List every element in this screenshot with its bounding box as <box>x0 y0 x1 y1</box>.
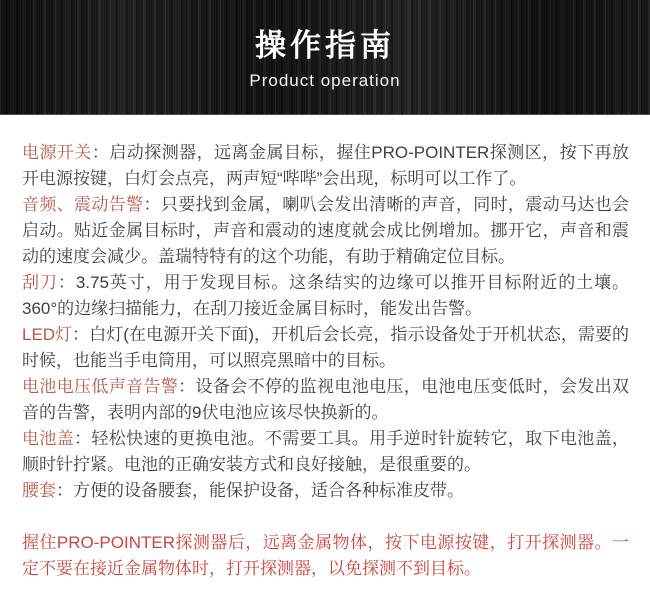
instruction-power-switch <box>22 140 629 192</box>
instruction-label: 腰套 <box>22 481 56 500</box>
label-colon: ： <box>91 143 110 162</box>
label-colon: ： <box>72 325 90 344</box>
instruction-text: 白灯(在电源开关下面)，开机后会长亮，指示设备处于开机状态，需要的时候，也能当手电筒用，可以照亮黑暗中的目标。 <box>22 325 629 370</box>
instruction-text: 启动探测器，远离金属目标，握住PRO-POINTER探测区，按下再放开电源按键，白灯会点亮，两声短“哔哔”会出现，标明可以工作了。 <box>22 143 630 188</box>
header-banner <box>0 0 650 115</box>
instruction-low-battery-alert <box>22 374 629 426</box>
instruction-label: 电池盖 <box>22 429 75 448</box>
instruction-belt-holster <box>22 478 629 504</box>
label-colon: ： <box>74 429 92 448</box>
instruction-led-light <box>22 322 629 374</box>
instruction-audio-vibration-alert <box>22 192 629 270</box>
instruction-label: 音频、震动告警 <box>22 195 144 214</box>
instruction-text: 3.75英寸，用于发现目标。这条结实的边缘可以推开目标附近的土壤。360°的边缘扫描能力，在刮刀接近金属目标时，能发出告警。 <box>22 273 630 318</box>
label-colon: ： <box>178 377 196 396</box>
label-colon: ： <box>143 195 161 214</box>
instruction-label: 电源开关 <box>22 143 92 162</box>
page-title: 操作指南 <box>255 28 395 63</box>
instruction-text: 只要找到金属，喇叭会发出清晰的声音，同时，震动马达也会启动。贴近金属目标时，声音和震动的速度就会成比例增加。挪开它，声音和震动的速度会减少。盖瑞特特有的这个功能，有助于精确定位目标。 <box>22 195 630 266</box>
instruction-text: 设备会不停的监视电池电压，电池电压变低时，会发出双音的告警，表明内部的9伏电池应该尽快换新的。 <box>22 377 630 422</box>
label-colon: ： <box>57 273 76 292</box>
instruction-text: 方便的设备腰套，能保护设备，适合各种标准皮带。 <box>73 481 464 500</box>
instruction-battery-cover <box>22 426 629 478</box>
instruction-label: LED灯 <box>22 325 73 344</box>
instruction-label: 电池电压低声音告警 <box>22 377 179 396</box>
instruction-scraper-blade <box>22 270 629 322</box>
instructions-body <box>0 115 650 582</box>
page-subtitle: Product operation <box>249 71 401 90</box>
warning-paragraph: 握住PRO-POINTER探测器后，远离金属物体，按下电源按键，打开探测器。一定不要在接近金属物体时，打开探测器，以免探测不到目标。 <box>22 533 629 578</box>
instruction-text: 轻松快速的更换电池。不需要工具。用手逆时针旋转它，取下电池盖，顺时针拧紧。电池的正确安装方式和良好接触，是很重要的。 <box>22 429 630 474</box>
instruction-label: 刮刀 <box>22 273 58 292</box>
label-colon: ： <box>56 481 73 500</box>
